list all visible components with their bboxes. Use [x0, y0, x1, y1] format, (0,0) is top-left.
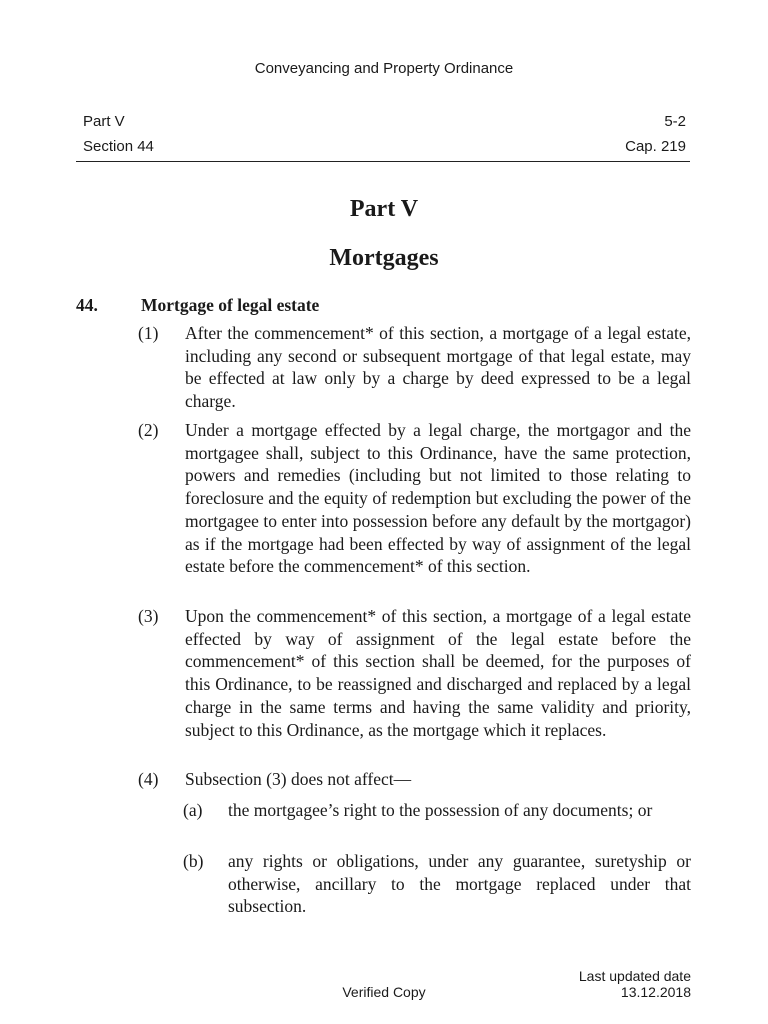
header-page-number: 5-2 — [664, 113, 686, 130]
paragraph-label: (a) — [183, 800, 203, 820]
header-row-part — [83, 113, 686, 130]
subsection-label: (2) — [138, 420, 159, 440]
last-updated-label: Last updated date — [578, 968, 691, 984]
last-updated-date: 13.12.2018 — [620, 984, 691, 1000]
paragraph-text: any rights or obligations, under any guarantee, suretyship or otherwise, ancillary to the mortgage replaced under that subsection. — [228, 851, 691, 917]
paragraph-text: the mortgagee’s right to the possession of any documents; or — [228, 800, 653, 820]
header-row-section — [83, 138, 686, 155]
part-title: Part V — [349, 196, 419, 222]
section-number: 44. — [76, 295, 98, 315]
subsection-text: Under a mortgage effected by a legal charge, the mortgagor and the mortgagee shall, subject to this Ordinance, have the same protection, powers and remedies (including but not limited to those relating to foreclosure and the equity of redemption but excluding the power of the mortgagee to enter into possession before any default by the mortgagor) as if the mortgage had been effected by way of assignment of the legal estate before the commencement* of this section. — [185, 420, 691, 577]
subsection-text: Subsection (3) does not affect— — [185, 769, 412, 789]
subsection-label: (4) — [138, 769, 159, 789]
verified-copy-label: Verified Copy — [342, 984, 426, 1000]
last-updated — [579, 968, 691, 1000]
running-title: Conveyancing and Property Ordinance — [254, 60, 514, 77]
section-title: Mortgage of legal estate — [141, 295, 320, 315]
header-section-label: Section 44 — [83, 138, 154, 155]
paragraph-label: (b) — [183, 851, 204, 871]
header-cap-label: Cap. 219 — [625, 138, 686, 155]
part-subtitle: Mortgages — [329, 245, 439, 271]
subsection-label: (3) — [138, 606, 159, 626]
header-divider — [76, 161, 690, 162]
subsection-label: (1) — [138, 323, 159, 343]
subsection-text: After the commencement* of this section, a mortgage of a legal estate, including any second or subsequent mortgage of that legal estate, may be effected at law only by a charge by deed expressed to be a legal charge. — [185, 323, 691, 412]
subsection-text: Upon the commencement* of this section, a mortgage of a legal estate effected by way of assignment of the legal estate before the commencement* of this section shall be deemed, for the purposes of this Ordinance, to be reassigned and discharged and replaced by a legal charge in the same terms and having the same validity and priority, subject to this Ordinance, as the mortgage which it replaces. — [185, 606, 691, 740]
header-part-label: Part V — [83, 113, 125, 130]
